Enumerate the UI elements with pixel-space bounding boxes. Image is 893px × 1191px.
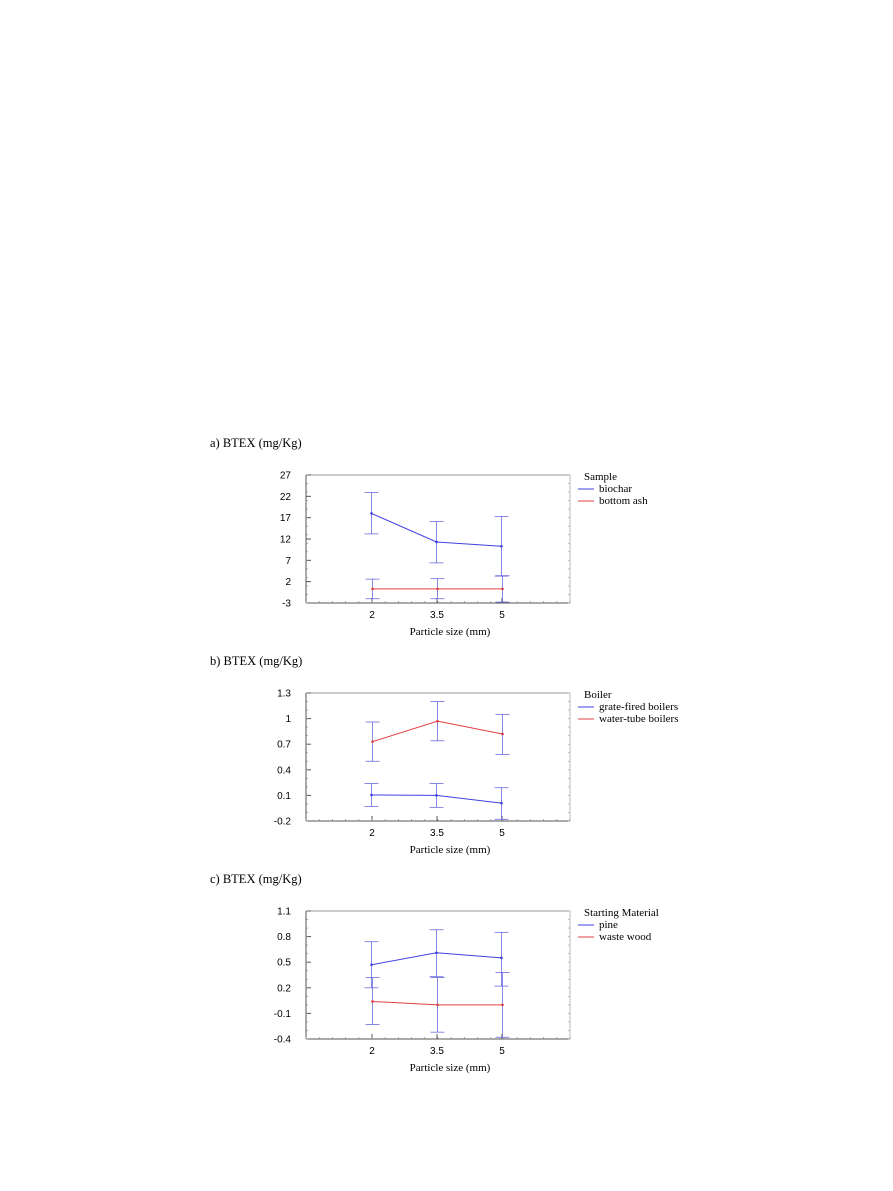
x-tick-label: 3.5 bbox=[430, 1046, 444, 1057]
data-point bbox=[501, 588, 504, 591]
y-tick-label: -3 bbox=[282, 598, 291, 610]
data-point bbox=[436, 1004, 439, 1007]
x-tick-label: 2 bbox=[369, 828, 375, 839]
y-tick-label: 0.1 bbox=[277, 790, 291, 802]
y-tick-label: 0.8 bbox=[277, 932, 291, 944]
data-point bbox=[500, 545, 503, 548]
series-0 bbox=[365, 492, 509, 576]
legend-item-label: pine bbox=[599, 919, 618, 931]
y-tick-label: 1.1 bbox=[277, 906, 291, 918]
data-point bbox=[371, 740, 374, 743]
x-tick-label: 3.5 bbox=[430, 610, 444, 621]
y-tick-label: -0.1 bbox=[273, 1008, 291, 1020]
data-point bbox=[435, 952, 438, 955]
y-tick-label: 2 bbox=[285, 577, 291, 589]
panel-c-title: c) BTEX (mg/Kg) bbox=[210, 872, 302, 886]
legend bbox=[578, 907, 659, 943]
y-tick-label: 0.4 bbox=[277, 765, 291, 777]
x-tick-label: 5 bbox=[499, 828, 505, 839]
y-tick-label: 0.7 bbox=[277, 739, 291, 751]
y-tick-label: 22 bbox=[279, 491, 291, 503]
data-point bbox=[436, 720, 439, 723]
data-point bbox=[435, 541, 438, 544]
legend-title: Sample bbox=[584, 471, 617, 483]
panel-c-chart bbox=[0, 901, 893, 1081]
series-1 bbox=[366, 972, 510, 1037]
plot-area bbox=[274, 689, 570, 840]
data-point bbox=[501, 1004, 504, 1007]
series-0 bbox=[365, 783, 509, 819]
x-tick-label: 2 bbox=[369, 1046, 375, 1057]
data-point bbox=[500, 957, 503, 960]
panel-b-chart bbox=[0, 683, 893, 863]
panel-b-title: b) BTEX (mg/Kg) bbox=[210, 654, 303, 668]
series-1 bbox=[366, 576, 510, 602]
legend-item-label: bottom ash bbox=[599, 495, 648, 507]
x-tick-label: 5 bbox=[499, 1046, 505, 1057]
legend-item-label: water-tube boilers bbox=[599, 713, 679, 725]
x-tick-label: 2 bbox=[369, 610, 375, 621]
y-tick-label: 1 bbox=[285, 714, 291, 726]
y-tick-label: 12 bbox=[279, 534, 291, 546]
data-point bbox=[436, 588, 439, 591]
data-point bbox=[435, 794, 438, 797]
y-tick-label: 0.5 bbox=[277, 957, 291, 969]
data-point bbox=[370, 794, 373, 797]
data-point bbox=[370, 963, 373, 966]
y-tick-label: 27 bbox=[279, 470, 291, 482]
plot-area bbox=[280, 471, 570, 622]
series-1 bbox=[366, 702, 510, 762]
x-tick-label: 3.5 bbox=[430, 828, 444, 839]
plot-area bbox=[274, 907, 570, 1058]
y-tick-label: 17 bbox=[279, 513, 291, 525]
legend bbox=[578, 471, 648, 507]
data-point bbox=[370, 512, 373, 515]
y-tick-label: 1.3 bbox=[277, 688, 291, 700]
y-tick-label: -0.4 bbox=[273, 1034, 291, 1046]
x-axis-label: Particle size (mm) bbox=[409, 626, 491, 638]
legend-title: Starting Material bbox=[584, 907, 659, 919]
panel-a-chart bbox=[0, 465, 893, 645]
x-axis-label: Particle size (mm) bbox=[409, 1062, 491, 1074]
panel-a-title: a) BTEX (mg/Kg) bbox=[210, 436, 302, 450]
data-point bbox=[371, 588, 374, 591]
legend bbox=[578, 689, 679, 725]
legend-item-label: waste wood bbox=[599, 931, 652, 943]
legend-item-label: grate-fired boilers bbox=[599, 701, 679, 713]
legend-item-label: biochar bbox=[599, 483, 632, 495]
data-point bbox=[500, 802, 503, 805]
x-axis-label: Particle size (mm) bbox=[409, 844, 491, 856]
legend-title: Boiler bbox=[584, 689, 612, 701]
x-tick-label: 5 bbox=[499, 610, 505, 621]
data-point bbox=[371, 1000, 374, 1003]
data-point bbox=[501, 733, 504, 736]
y-tick-label: 0.2 bbox=[277, 983, 291, 995]
series-0 bbox=[365, 930, 509, 988]
y-tick-label: 7 bbox=[285, 555, 291, 567]
y-tick-label: -0.2 bbox=[273, 816, 291, 828]
